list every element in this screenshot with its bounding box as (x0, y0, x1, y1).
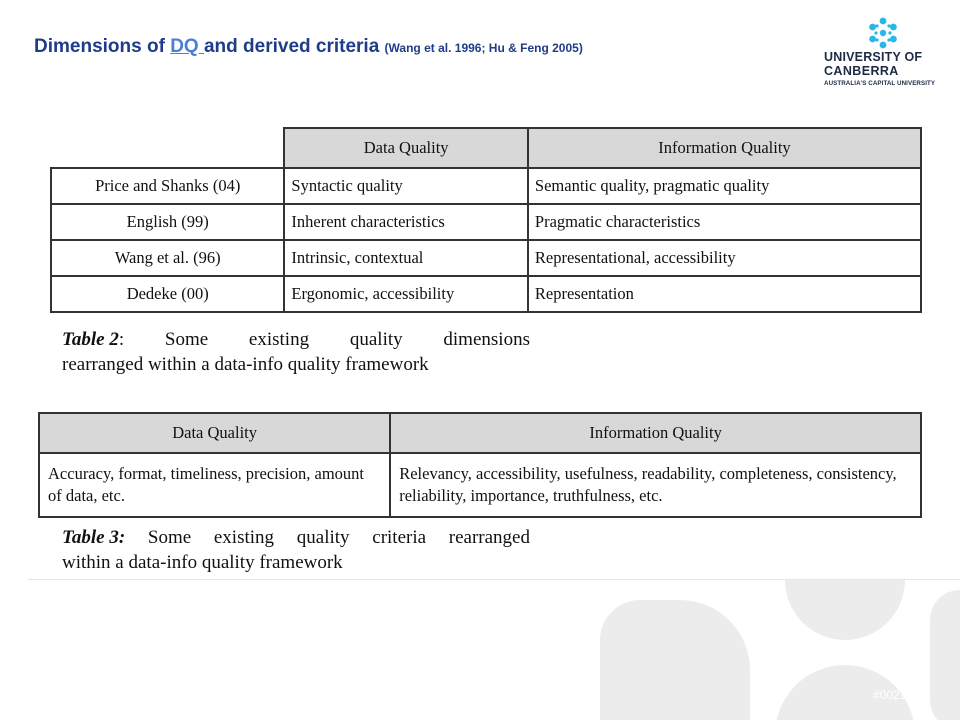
university-logo (820, 16, 948, 92)
table-cell: Inherent characteristics (284, 204, 528, 240)
table-2-header-data-quality: Data Quality (284, 128, 528, 168)
table-cell: Dedeke (00) (51, 276, 284, 312)
table-cell: Semantic quality, pragmatic quality (528, 168, 921, 204)
logo-tagline: AUSTRALIA'S CAPITAL UNIVERSITY (824, 80, 936, 87)
table-2 (50, 127, 922, 313)
table-2-caption-line-2: rearranged within a data-info quality framework (62, 354, 429, 375)
caption-word: criteria (372, 527, 427, 548)
table-2-header-information-quality: Information Quality (528, 128, 921, 168)
table-cell: Price and Shanks (04) (51, 168, 284, 204)
table-cell: Representational, accessibility (528, 240, 921, 276)
table-cell: Pragmatic characteristics (528, 204, 921, 240)
title-prefix: Dimensions of (34, 36, 171, 57)
table-row (39, 453, 921, 517)
table-3-header-information-quality: Information Quality (390, 413, 921, 453)
caption-word: existing (248, 329, 310, 350)
table-cell: Wang et al. (96) (51, 240, 284, 276)
caption-word: Some (164, 329, 209, 350)
table-cell: Relevancy, accessibility, usefulness, readability, completeness, consistency, reliability, importance, truthfulness, etc. (390, 453, 921, 517)
table-3-caption (62, 525, 530, 575)
table-cell: English (99) (51, 204, 284, 240)
table-3-header-row (39, 413, 921, 453)
dq-link[interactable]: DQ (170, 36, 204, 57)
slide-title (34, 36, 583, 58)
caption-word: quality (296, 527, 350, 548)
snowflake-icon (866, 16, 900, 50)
table-3 (38, 412, 922, 518)
table-2-header-row (51, 128, 921, 168)
table-row (51, 168, 921, 204)
table-row (51, 240, 921, 276)
footer-code: #00212K (873, 688, 922, 702)
caption-word: Some (147, 527, 192, 548)
table-cell: Representation (528, 276, 921, 312)
table-row (51, 276, 921, 312)
caption-word: dimensions (443, 329, 530, 350)
caption-word: existing (213, 527, 275, 548)
table-cell: Intrinsic, contextual (284, 240, 528, 276)
table-3-caption-line-2: within a data-info quality framework (62, 552, 343, 573)
table-row (51, 204, 921, 240)
table-3-header-data-quality: Data Quality (39, 413, 390, 453)
logo-line-1: UNIVERSITY OF (824, 50, 923, 64)
table-2-header-blank (51, 128, 284, 168)
caption-word: rearranged (448, 527, 530, 548)
table-cell: Syntactic quality (284, 168, 528, 204)
table-3-caption-label: Table 3: (62, 527, 126, 548)
title-citation: (Wang et al. 1996; Hu & Feng 2005) (384, 41, 583, 55)
logo-line-2: CANBERRA (824, 64, 899, 78)
table-2-caption: Table 2: Some existing quality dimensions rearranged within a data-info quality framework (62, 329, 530, 375)
table-2-caption-label: Table 2 (62, 329, 119, 350)
table-cell: Ergonomic, accessibility (284, 276, 528, 312)
caption-word: quality (349, 329, 403, 350)
table-cell: Accuracy, format, timeliness, precision, amount of data, etc. (39, 453, 390, 517)
title-suffix: and derived criteria (203, 36, 380, 57)
